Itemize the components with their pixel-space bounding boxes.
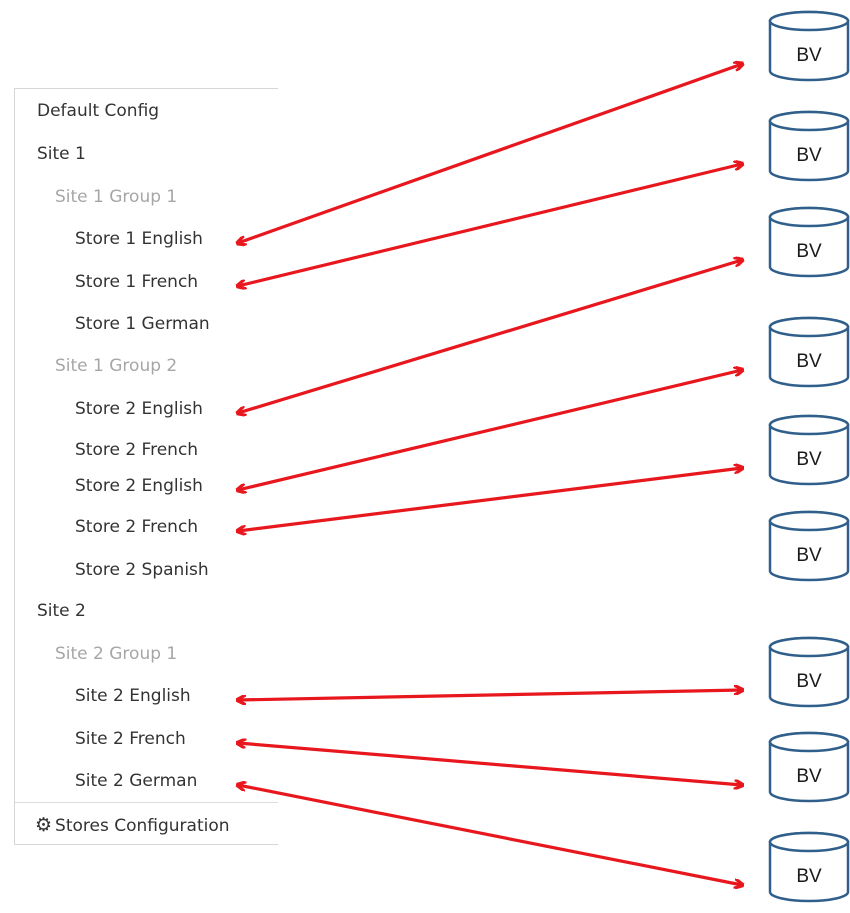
database-label: BV xyxy=(796,145,822,166)
database-icon xyxy=(770,416,848,484)
database-lid xyxy=(770,733,848,751)
scope-website-item[interactable]: Site 2 xyxy=(37,601,86,621)
connection-arrow xyxy=(238,370,742,490)
database-label: BV xyxy=(796,241,822,262)
database-lid xyxy=(770,208,848,226)
database-label: BV xyxy=(796,766,822,787)
scope-website-item[interactable]: Site 1 xyxy=(37,144,86,164)
database-label: BV xyxy=(796,351,822,372)
connection-arrow xyxy=(238,260,742,413)
database-lid xyxy=(770,112,848,130)
stores-configuration-label: Stores Configuration xyxy=(55,816,230,836)
scope-store-item[interactable]: Store 2 Spanish xyxy=(75,560,209,580)
database-icon xyxy=(770,733,848,801)
connection-arrow xyxy=(238,64,742,243)
scope-group-label: Site 1 Group 1 xyxy=(55,187,178,207)
connection-arrow xyxy=(238,785,742,885)
gear-icon: ⚙ xyxy=(35,814,53,836)
database-label: BV xyxy=(796,671,822,692)
scope-store-item[interactable]: Site 2 German xyxy=(75,771,198,791)
database-icon xyxy=(770,833,848,901)
scope-store-item[interactable]: Store 1 German xyxy=(75,314,210,334)
database-icon xyxy=(770,318,848,386)
scope-store-item[interactable]: Store 2 French xyxy=(75,517,199,537)
database-label: BV xyxy=(796,449,822,470)
scope-group-label: Site 1 Group 2 xyxy=(55,356,178,376)
database-icon xyxy=(770,208,848,276)
database-column xyxy=(770,12,848,901)
database-label: BV xyxy=(796,545,822,566)
database-icon xyxy=(770,12,848,80)
database-lid xyxy=(770,416,848,434)
database-lid xyxy=(770,318,848,336)
database-icon xyxy=(770,512,848,580)
scope-store-item[interactable]: Store 2 English xyxy=(75,476,203,496)
database-label: BV xyxy=(796,866,822,887)
arrow-layer xyxy=(238,64,742,885)
database-icon xyxy=(770,112,848,180)
database-icon xyxy=(770,638,848,706)
scope-store-item[interactable]: Store 1 English xyxy=(75,229,203,249)
scope-website-item[interactable]: Default Config xyxy=(37,101,160,121)
connection-arrow xyxy=(238,164,742,286)
scope-store-item[interactable]: Store 2 French xyxy=(75,440,199,460)
scope-group-label: Site 2 Group 1 xyxy=(55,644,178,664)
connection-arrow xyxy=(238,468,742,531)
database-lid xyxy=(770,12,848,30)
scope-store-item[interactable]: Site 2 French xyxy=(75,729,186,749)
database-lid xyxy=(770,512,848,530)
scope-store-item[interactable]: Store 2 English xyxy=(75,399,203,419)
database-lid xyxy=(770,638,848,656)
connection-arrow xyxy=(238,743,742,785)
database-label: BV xyxy=(796,45,822,66)
connection-arrow xyxy=(238,690,742,700)
database-lid xyxy=(770,833,848,851)
scope-store-item[interactable]: Site 2 English xyxy=(75,686,191,706)
scope-store-item[interactable]: Store 1 French xyxy=(75,272,199,292)
